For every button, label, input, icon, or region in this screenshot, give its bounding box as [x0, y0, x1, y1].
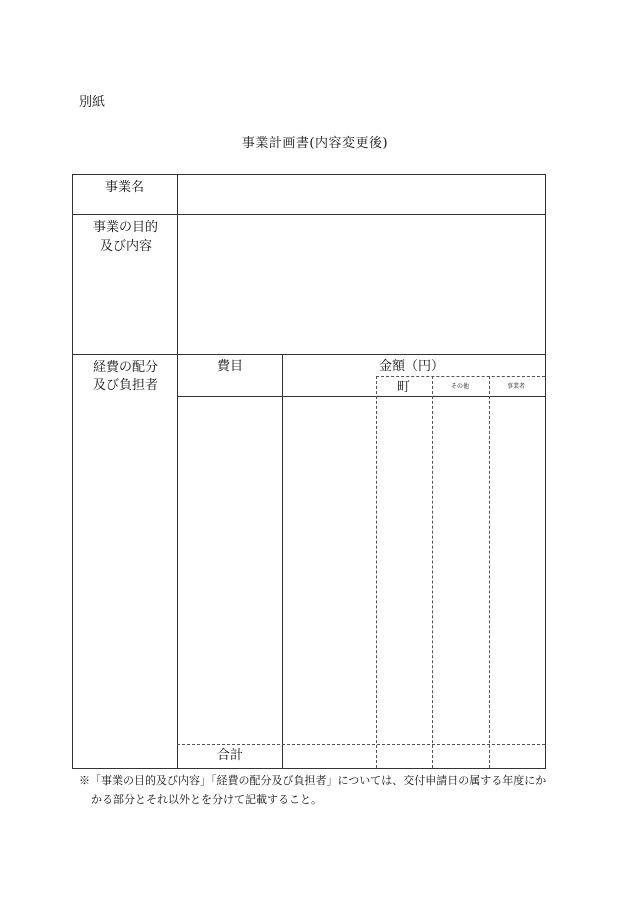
cost-label-line1: 経費の配分 — [93, 360, 159, 375]
town-column-divider — [376, 376, 377, 768]
footnote — [79, 771, 559, 809]
total-row-divider — [177, 744, 545, 745]
purpose-label-line1: 事業の目的 — [93, 220, 159, 235]
table-border-top — [72, 174, 546, 175]
annex-label: 別紙 — [79, 95, 106, 110]
other-column-divider — [432, 376, 433, 768]
document-title: 事業計画書(内容変更後) — [241, 136, 389, 151]
footnote-line1: ※「事業の目的及び内容」「経費の配分及び負担者」については、交付申請日の属する年度にか — [79, 774, 547, 787]
other-subheader: その他 — [451, 383, 470, 390]
expense-item-header: 費目 — [217, 359, 244, 374]
label-column-divider — [177, 174, 178, 769]
table-border-right — [545, 174, 546, 769]
row-divider-purpose — [72, 354, 546, 355]
amount-subheader-divider — [376, 376, 545, 377]
amount-header: 金額（円） — [379, 359, 445, 374]
purpose-label-line2: 及び内容 — [100, 239, 153, 254]
operator-column-divider — [489, 376, 490, 768]
table-border-bottom — [72, 768, 546, 769]
row-divider-business-name — [72, 214, 546, 215]
cost-header-divider — [177, 396, 546, 397]
cost-label-line2: 及び負担者 — [93, 378, 159, 393]
operator-subheader: 事業者 — [507, 383, 526, 390]
total-label: 合計 — [217, 748, 244, 763]
town-subheader: 町 — [397, 380, 411, 395]
footnote-line2: かる部分とそれ以外とを分けて記載すること。 — [91, 793, 322, 806]
expense-item-divider — [282, 354, 283, 769]
table-border-left — [72, 174, 73, 769]
business-name-label: 事業名 — [105, 180, 145, 195]
